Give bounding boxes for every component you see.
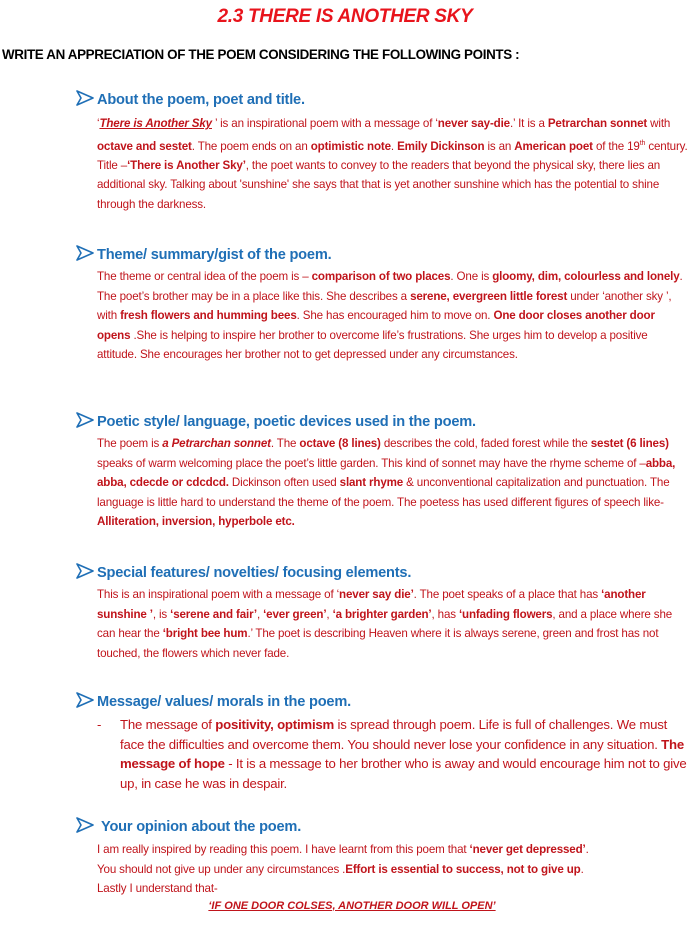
text: .’ The poet is describing Heaven where it is always serene, green and frost has not touched, the flowers which never fade. xyxy=(97,627,659,660)
bold-text: Emily Dickinson xyxy=(397,139,485,153)
text: The poem is xyxy=(97,437,163,450)
bold-text: never say-die xyxy=(437,117,510,130)
text: . She has encouraged him to move on. xyxy=(296,309,494,322)
bold-text: ‘a brighter garden’ xyxy=(332,607,432,621)
text: with xyxy=(647,117,671,130)
text: You should not give up under any circumstances . xyxy=(97,862,346,876)
text: , the poet wants to convey to the readers that beyond the physical sky, there lies an additional sky. Talking about 'sunshine' she says that that is yet another sunshine which has the potential to shine through the darkness. xyxy=(97,158,661,211)
text: , xyxy=(256,607,264,621)
text: speaks of warm welcoming place the poet’s little garden. This kind of sonnet may have the rhyme scheme of – xyxy=(97,456,646,470)
text: , and a place where she can hear the xyxy=(97,607,673,640)
bold-text: positivity, optimism xyxy=(215,717,335,732)
bold-text: ‘unfading flowers xyxy=(458,607,553,621)
bold-text: ‘serene and fair’ xyxy=(170,607,257,621)
text: . The xyxy=(270,437,300,450)
heading-text: Poetic style/ language, poetic devices used in the poem. xyxy=(97,414,476,430)
section-message xyxy=(76,694,688,793)
section-about-poem xyxy=(76,92,688,214)
text: , has xyxy=(431,607,459,621)
heading-text: Theme/ summary/gist of the poem. xyxy=(97,247,332,263)
bold-text: abba, abba, cdecde or cdcdcd. xyxy=(97,456,676,489)
section-heading xyxy=(76,694,688,714)
bold-text: sestet (6 lines) xyxy=(590,437,669,450)
bold-italic-text: a Petrarchan sonnet xyxy=(162,437,271,450)
arrow-bullet-icon xyxy=(76,562,94,580)
text: . The poet speaks of a place that has xyxy=(413,588,602,601)
text: of the 19 xyxy=(592,139,640,153)
text: . The poem ends on an xyxy=(191,139,311,153)
instruction: WRITE AN APPRECIATION OF THE POEM CONSIDERING THE FOLLOWING POINTS : xyxy=(2,47,520,62)
bold-text: serene, evergreen little forest xyxy=(410,289,568,303)
text: . xyxy=(390,139,398,153)
heading-text: Message/ values/ morals in the poem. xyxy=(97,694,351,710)
bold-text: ‘never get depressed’ xyxy=(469,843,586,856)
section-heading xyxy=(76,819,688,839)
text: , xyxy=(326,607,333,621)
text: .She is helping to inspire her brother to overcome life’s frustrations. She urges him to develop a positive attitude. She encourages her brother not to get depressed under any circumstances. xyxy=(97,328,648,361)
section-heading xyxy=(76,92,688,112)
bold-text: ‘bright bee hum xyxy=(162,627,248,640)
bold-text: octave (8 lines) xyxy=(299,437,381,450)
text: The message of xyxy=(120,717,216,732)
text: - It is a message to her brother who is away and would encourage him not to give up, in case he was in despair. xyxy=(120,756,687,791)
page-title: 2.3 THERE IS ANOTHER SKY xyxy=(217,6,473,27)
section-theme xyxy=(76,247,688,365)
arrow-bullet-icon xyxy=(76,691,94,709)
section-heading xyxy=(76,247,688,267)
text: under ‘another sky ’, with xyxy=(97,289,672,322)
bold-text: comparison of two places xyxy=(311,270,451,283)
section-paragraph xyxy=(76,434,688,532)
bold-text: optimistic note xyxy=(310,139,391,153)
text: Lastly I understand that- xyxy=(97,882,218,895)
section-opinion xyxy=(76,819,688,912)
bold-text: fresh flowers and humming bees xyxy=(120,309,297,322)
poem-title-text: There is Another Sky xyxy=(99,117,212,130)
section-special-features xyxy=(76,565,688,663)
dash-marker: - xyxy=(97,717,102,732)
text: century. Title – xyxy=(97,139,688,172)
section-heading xyxy=(76,565,688,585)
section-paragraph xyxy=(76,585,688,663)
section-heading xyxy=(76,414,688,434)
text: . One is xyxy=(450,270,493,283)
bold-text: American poet xyxy=(514,139,593,153)
bold-text: Alliteration, inversion, hyperbole etc. xyxy=(97,515,295,528)
bold-text: Petrarchan sonnet xyxy=(547,117,648,130)
text: ’ is an inspirational poem with a message of ‘ xyxy=(211,117,438,130)
bold-text: slant rhyme xyxy=(339,476,404,489)
bold-text: ‘another sunshine ’ xyxy=(97,588,646,621)
bold-text: One door closes another door opens xyxy=(97,309,655,342)
text: .’ It is a xyxy=(509,117,548,130)
bold-text: The message of hope xyxy=(120,736,685,771)
text: Dickinson often used xyxy=(228,476,340,489)
superscript: th xyxy=(639,139,646,147)
bold-text: ‘ever green’ xyxy=(263,607,327,621)
text: is an xyxy=(484,139,515,153)
section-paragraph xyxy=(76,114,688,214)
message-bullet xyxy=(76,715,688,793)
text: ‘ xyxy=(97,117,100,130)
text: is spread through poem. Life is full of challenges. We must face the difficulties and overcome them. You should never lose your confidence in any situation. xyxy=(120,717,668,752)
text: This is an inspirational poem with a message of ‘ xyxy=(97,588,340,601)
section-poetic-style xyxy=(76,414,688,532)
section-paragraph xyxy=(76,840,688,899)
text: I am really inspired by reading this poem. I have learnt from this poem that xyxy=(97,843,470,856)
text: . xyxy=(580,862,584,876)
closing-quote: ‘IF ONE DOOR COLSES, ANOTHER DOOR WILL OPEN’ xyxy=(208,899,496,912)
text: . The poet’s brother may be in a place like this. She describes a xyxy=(97,270,683,303)
heading-text: Special features/ novelties/ focusing elements. xyxy=(97,565,412,581)
arrow-bullet-icon xyxy=(76,816,94,834)
text: . xyxy=(585,843,589,856)
heading-text: About the poem, poet and title. xyxy=(97,92,305,108)
text: describes the cold, faded forest while the xyxy=(380,437,591,450)
text: , is xyxy=(152,607,171,621)
bold-text: octave and sestet xyxy=(97,139,192,153)
section-paragraph xyxy=(76,267,688,365)
bold-text: ‘There is Another Sky’ xyxy=(127,158,246,172)
bold-text: never say die’ xyxy=(339,588,414,601)
arrow-bullet-icon xyxy=(76,89,94,107)
heading-text: Your opinion about the poem. xyxy=(101,819,302,835)
bold-text: gloomy, dim, colourless and lonely xyxy=(492,270,680,283)
text: The theme or central idea of the poem is – xyxy=(97,270,312,283)
arrow-bullet-icon xyxy=(76,244,94,262)
text: & unconventional capitalization and punctuation. The language is little hard to understand the theme of the poem. The poetess has used different figures of speech like- xyxy=(97,476,670,509)
arrow-bullet-icon xyxy=(76,411,94,429)
bold-text: Effort is essential to success, not to give up xyxy=(345,862,581,876)
